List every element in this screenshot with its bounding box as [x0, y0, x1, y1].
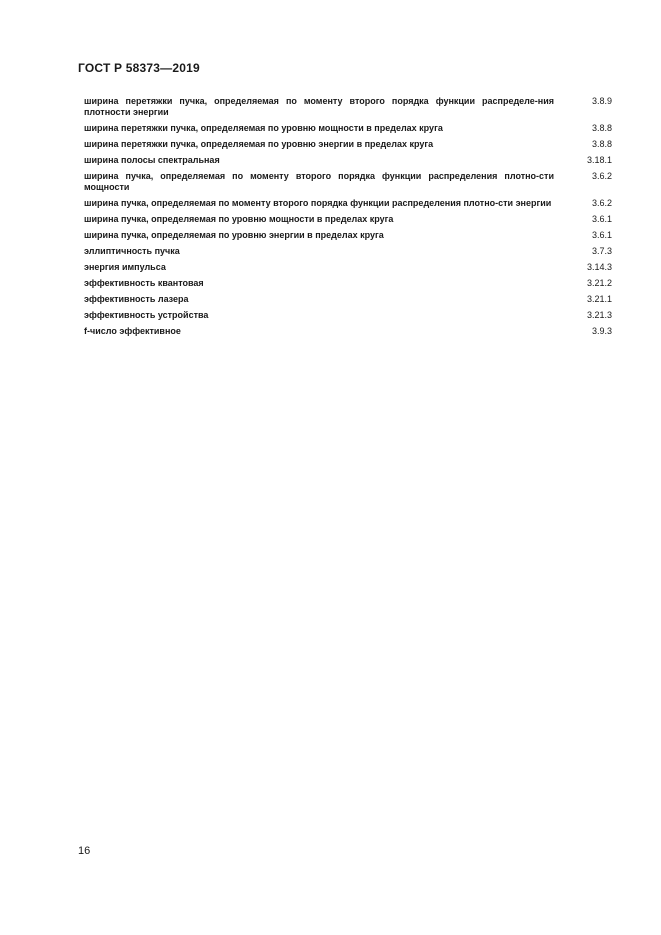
index-entry — [84, 246, 612, 257]
index-entry — [84, 278, 612, 289]
index-reference: 3.8.9 — [591, 96, 612, 106]
index-reference: 3.21.1 — [586, 294, 612, 304]
index-term: ширина перетяжки пучка, определяемая по уровню мощности в пределах круга — [84, 123, 443, 133]
index-entry — [84, 214, 612, 225]
index-term: эффективность устройства — [84, 310, 209, 320]
page-number: 16 — [78, 845, 91, 857]
index-term: ширина перетяжки пучка, определяемая по уровню энергии в пределах круга — [84, 139, 434, 149]
index-term: эллиптичность пучка — [84, 246, 180, 256]
index-term: эффективность лазера — [84, 294, 189, 304]
document-header: ГОСТ Р 58373—2019 — [78, 61, 200, 75]
index-reference: 3.8.8 — [591, 123, 612, 133]
index-term: ширина пучка, определяемая по моменту второго порядка функции распределения плотно-сти мощности — [84, 171, 554, 192]
index-term: ширина перетяжки пучка, определяемая по моменту второго порядка функции распределе-ния плотности энергии — [84, 96, 554, 117]
index-term: ширина пучка, определяемая по моменту второго порядка функции распределения плотно-сти энергии — [84, 198, 552, 208]
index-entry — [84, 262, 612, 273]
index-entry — [84, 123, 612, 134]
index-reference: 3.6.1 — [591, 230, 612, 240]
index-term: энергия импульса — [84, 262, 166, 272]
index-reference: 3.9.3 — [591, 326, 612, 336]
index-term: ширина полосы спектральная — [84, 155, 220, 165]
index-reference: 3.21.3 — [586, 310, 612, 320]
index-reference: 3.14.3 — [586, 262, 612, 272]
index-reference: 3.18.1 — [586, 155, 612, 165]
index-entry — [84, 139, 612, 150]
index-term: f-число эффективное — [84, 326, 181, 336]
index-entry — [84, 326, 612, 337]
index-entry — [84, 171, 612, 193]
index-term: ширина пучка, определяемая по уровню мощности в пределах круга — [84, 214, 394, 224]
index-entry — [84, 198, 612, 209]
index-term: ширина пучка, определяемая по уровню энергии в пределах круга — [84, 230, 384, 240]
index-reference: 3.21.2 — [586, 278, 612, 288]
index-term: эффективность квантовая — [84, 278, 204, 288]
index-entry — [84, 155, 612, 166]
index-reference: 3.6.1 — [591, 214, 612, 224]
index-reference: 3.6.2 — [591, 171, 612, 181]
index-entry — [84, 310, 612, 321]
index-entry — [84, 294, 612, 305]
index-reference: 3.7.3 — [591, 246, 612, 256]
index-reference: 3.6.2 — [591, 198, 612, 208]
index-entry — [84, 230, 612, 241]
index-entry — [84, 96, 612, 118]
term-index-list — [84, 96, 612, 342]
index-reference: 3.8.8 — [591, 139, 612, 149]
